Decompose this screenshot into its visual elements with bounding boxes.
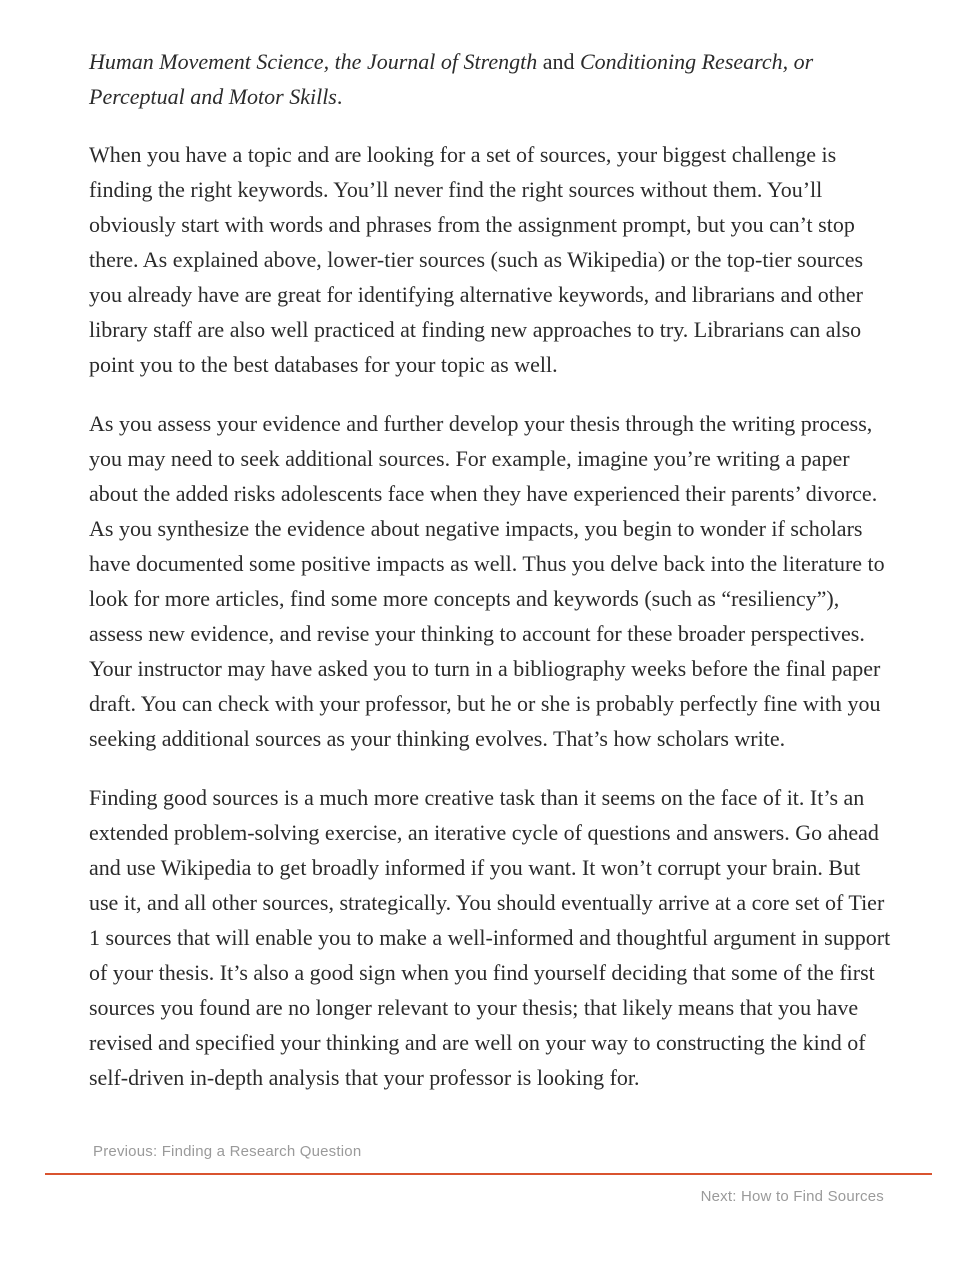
intro-conjunction: and <box>537 49 580 74</box>
navigation-divider <box>45 1173 932 1175</box>
journal-names-italic-2: Conditioning Research, or Perceptual and Motor Skills <box>89 49 814 109</box>
article-body <box>89 44 891 1095</box>
intro-end: . <box>336 84 343 109</box>
paragraph-additional-sources: As you assess your evidence and further develop your thesis through the writing process, you may need to seek additional sources. For example, imagine you’re writing a paper about the added risks adolescents face when they have experienced their parents’ divorce. As you synthesize the evidence about negative impacts, you begin to wonder if scholars have documented some positive impacts as well. Thus you delve back into the literature to look for more articles, find some more concepts and keywords (such as “resiliency”), assess new evidence, and revise your thinking to account for these broader perspectives. Your instructor may have asked you to turn in a bibliography weeks before the final paper draft. You can check with your professor, but he or she is probably perfectly fine with you seeking additional sources as your thinking evolves. That’s how scholars write. <box>89 411 885 751</box>
journal-names-italic-1: Human Movement Science, the Journal of Strength <box>89 49 538 74</box>
intro-paragraph <box>89 44 891 114</box>
previous-page-link[interactable]: Previous: Finding a Research Question <box>93 1143 362 1160</box>
paragraph-finding-good-sources: Finding good sources is a much more creative task than it seems on the face of it. It’s an extended problem-solving exercise, an iterative cycle of questions and answers. Go ahead and use Wikipedia to get broadly informed if you want. It won’t corrupt your brain. But use it, and all other sources, strategically. You should eventually arrive at a core set of Tier 1 sources that will enable you to make a well-informed and thoughtful argument in support of your thesis. It’s also a good sign when you find yourself deciding that some of the first sources you found are no longer relevant to your thesis; that likely means that you have revised and specified your thinking and are well on your way to constructing the kind of self-driven in-depth analysis that your professor is looking for. <box>89 785 891 1090</box>
paragraph-keywords: When you have a topic and are looking for a set of sources, your biggest challenge is finding the right keywords. You’ll never find the right sources without them. You’ll obviously start with words and phrases from the assignment prompt, but you can’t stop there. As explained above, lower-tier sources (such as Wikipedia) or the top-tier sources you already have are great for identifying alternative keywords, and librarians and other library staff are also well practiced at finding new approaches to try. Librarians can also point you to the best databases for your topic as well. <box>89 142 864 377</box>
next-page-link[interactable]: Next: How to Find Sources <box>700 1188 884 1205</box>
